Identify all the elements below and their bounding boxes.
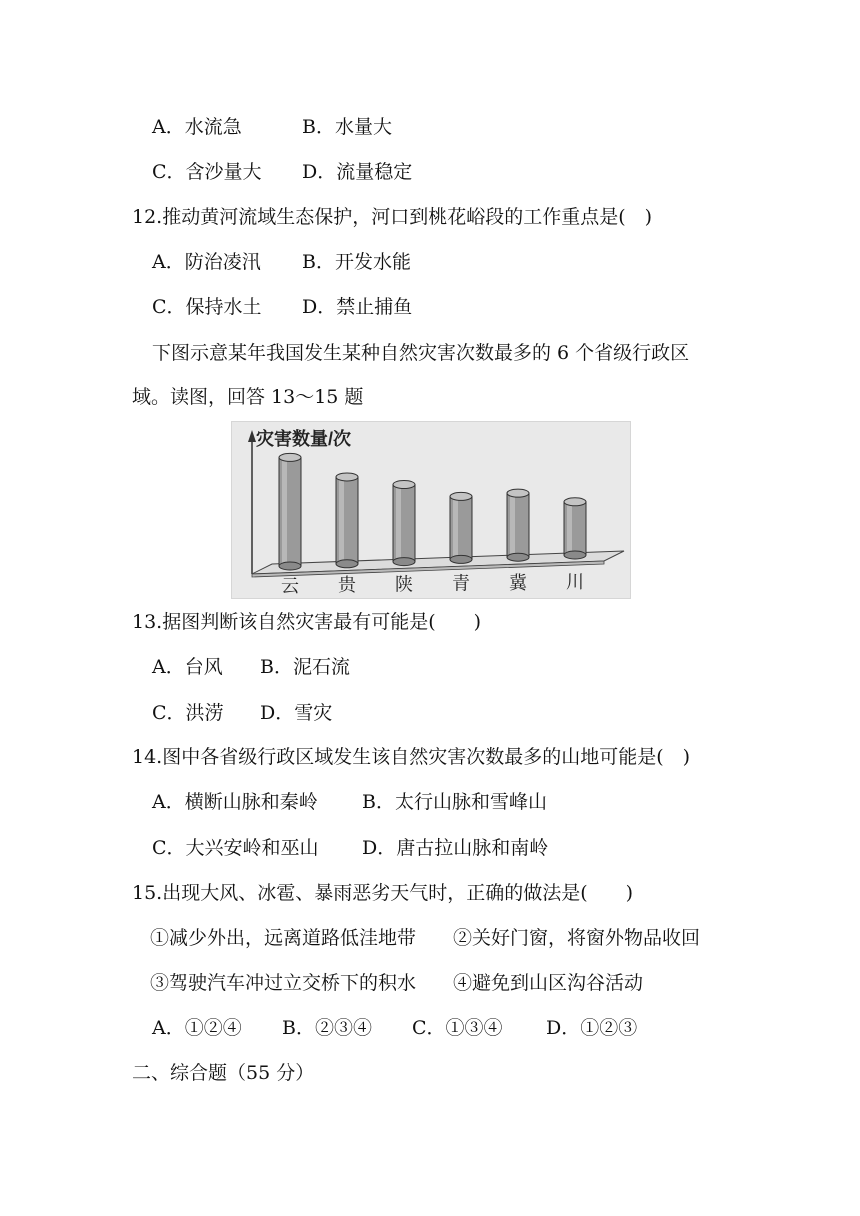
q14-option-b: B．太行山脉和雪峰山: [362, 791, 547, 813]
bar-云: [279, 453, 301, 570]
q12-option-a: A．防治凌汛: [152, 251, 261, 273]
q12-option-b: B．开发水能: [302, 251, 411, 273]
q14-option-a: A．横断山脉和秦岭: [152, 791, 318, 813]
q15-option-b: B．②③④: [282, 1017, 372, 1039]
intro-line-1: 下图示意某年我国发生某种自然灾害次数最多的 6 个省级行政区: [152, 342, 690, 364]
category-label-云: 云: [281, 576, 299, 596]
q13-option-a: A．台风: [152, 656, 223, 678]
q15-option-d: D．①②③: [546, 1017, 638, 1039]
y-axis-arrow-icon: [248, 430, 256, 442]
q15-option-a: A．①②④: [152, 1017, 242, 1039]
q13-stem: 13.据图判断该自然灾害最有可能是( ): [132, 611, 482, 633]
q13-option-c: C．洪涝: [152, 702, 224, 724]
category-label-川: 川: [566, 572, 584, 592]
q13-option-b: B．泥石流: [260, 656, 350, 678]
category-label-冀: 冀: [509, 572, 527, 593]
q11-option-c: C．含沙量大: [152, 161, 262, 183]
q13-option-d: D．雪灾: [260, 702, 333, 724]
intro-line-2: 域。读图，回答 13～15 题: [132, 386, 364, 408]
q12-option-d: D．禁止捕鱼: [302, 296, 413, 318]
category-label-贵: 贵: [338, 575, 356, 596]
bar-冀: [507, 489, 529, 561]
q15-item-2: ②关好门窗，将窗外物品收回: [453, 927, 701, 949]
q11-option-a: A．水流急: [152, 116, 242, 138]
q15-item-1: ①减少外出，远离道路低洼地带: [150, 927, 417, 949]
bar-陕: [393, 481, 415, 566]
q11-option-d: D．流量稳定: [302, 161, 413, 183]
chart-svg: [232, 422, 630, 598]
q15-stem: 15.出现大风、冰雹、暴雨恶劣天气时，正确的做法是( ): [132, 882, 634, 904]
q15-item-3: ③驾驶汽车冲过立交桥下的积水: [150, 972, 417, 994]
q12-option-c: C．保持水土: [152, 296, 262, 318]
q12-stem: 12.推动黄河流域生态保护，河口到桃花峪段的工作重点是( ): [132, 206, 653, 228]
category-label-陕: 陕: [395, 574, 413, 595]
q15-option-c: C．①③④: [412, 1017, 503, 1039]
category-label-青: 青: [452, 573, 470, 594]
q14-option-d: D．唐古拉山脉和南岭: [362, 837, 549, 859]
bar-青: [450, 492, 472, 563]
bar-贵: [336, 473, 358, 568]
bar-川: [564, 498, 586, 559]
q11-option-b: B．水量大: [302, 116, 392, 138]
disaster-bar-chart: [231, 421, 631, 599]
q14-option-c: C．大兴安岭和巫山: [152, 837, 319, 859]
section-2-heading: 二、综合题（55 分）: [132, 1062, 315, 1084]
chart-ylabel: 灾害数量/次: [256, 429, 352, 449]
q14-stem: 14.图中各省级行政区域发生该自然灾害次数最多的山地可能是( ): [132, 746, 691, 768]
q15-item-4: ④避免到山区沟谷活动: [453, 972, 644, 994]
